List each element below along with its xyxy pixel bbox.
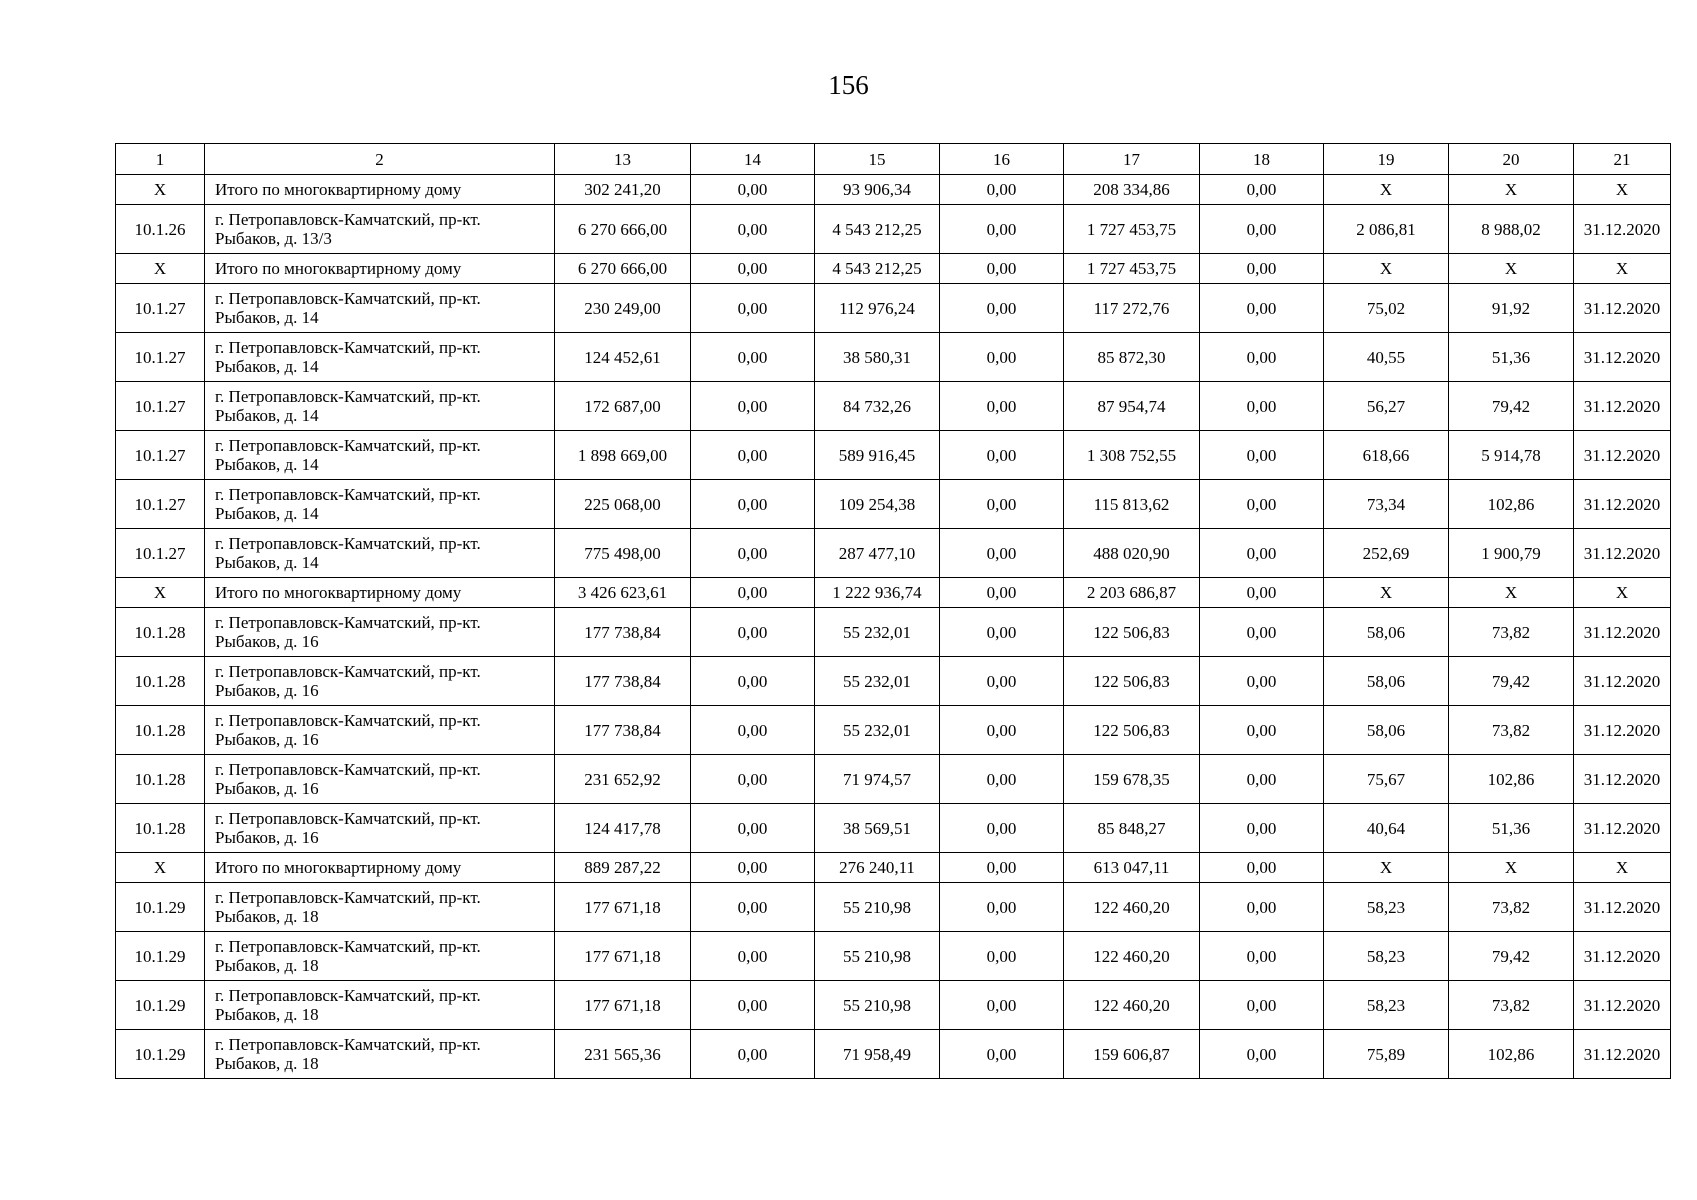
cell-col-14: 0,00	[691, 431, 815, 480]
table-row	[116, 657, 1671, 706]
cell-col-19: 73,34	[1324, 480, 1449, 529]
cell-col-17: 1 308 752,55	[1064, 431, 1200, 480]
cell-col-20: 73,82	[1449, 883, 1574, 932]
cell-col-20: 79,42	[1449, 657, 1574, 706]
table-row	[116, 804, 1671, 853]
cell-col-21: 31.12.2020	[1574, 205, 1671, 254]
cell-col-17: 122 506,83	[1064, 657, 1200, 706]
cell-col-17: 1 727 453,75	[1064, 254, 1200, 284]
cell-col-21: 31.12.2020	[1574, 333, 1671, 382]
cell-col-21: 31.12.2020	[1574, 804, 1671, 853]
cell-address: г. Петропавловск-Камчатский, пр-кт. Рыбаков, д. 14	[205, 333, 555, 382]
cell-address: Итого по многоквартирному дому	[205, 175, 555, 205]
cell-col-13: 177 671,18	[555, 883, 691, 932]
cell-col-18: 0,00	[1200, 578, 1324, 608]
cell-col-18: 0,00	[1200, 175, 1324, 205]
cell-row-number: 10.1.27	[116, 529, 205, 578]
table-row	[116, 480, 1671, 529]
cell-col-20: 51,36	[1449, 804, 1574, 853]
table-header	[116, 144, 1671, 175]
cell-address: г. Петропавловск-Камчатский, пр-кт. Рыбаков, д. 18	[205, 1030, 555, 1079]
cell-col-14: 0,00	[691, 853, 815, 883]
cell-col-13: 124 452,61	[555, 333, 691, 382]
cell-col-14: 0,00	[691, 755, 815, 804]
cell-col-14: 0,00	[691, 608, 815, 657]
cell-col-21: 31.12.2020	[1574, 480, 1671, 529]
column-header-16: 16	[940, 144, 1064, 175]
cell-col-15: 55 232,01	[815, 706, 940, 755]
cell-address: г. Петропавловск-Камчатский, пр-кт. Рыбаков, д. 18	[205, 883, 555, 932]
cell-col-20: 102,86	[1449, 480, 1574, 529]
cell-col-13: 231 565,36	[555, 1030, 691, 1079]
cell-col-15: 1 222 936,74	[815, 578, 940, 608]
cell-address: г. Петропавловск-Камчатский, пр-кт. Рыбаков, д. 14	[205, 431, 555, 480]
cell-row-number: 10.1.29	[116, 883, 205, 932]
cell-row-number: 10.1.27	[116, 480, 205, 529]
cell-row-number: X	[116, 578, 205, 608]
cell-col-19: X	[1324, 853, 1449, 883]
cell-col-19: 2 086,81	[1324, 205, 1449, 254]
cell-address: Итого по многоквартирному дому	[205, 578, 555, 608]
table-row	[116, 529, 1671, 578]
cell-col-17: 85 872,30	[1064, 333, 1200, 382]
cell-row-number: 10.1.29	[116, 1030, 205, 1079]
cell-col-20: X	[1449, 578, 1574, 608]
cell-col-19: 75,67	[1324, 755, 1449, 804]
cell-col-13: 177 671,18	[555, 932, 691, 981]
cell-col-15: 55 210,98	[815, 883, 940, 932]
cell-address: г. Петропавловск-Камчатский, пр-кт. Рыбаков, д. 14	[205, 284, 555, 333]
cell-col-18: 0,00	[1200, 1030, 1324, 1079]
cell-col-16: 0,00	[940, 578, 1064, 608]
cell-col-18: 0,00	[1200, 529, 1324, 578]
table-row	[116, 431, 1671, 480]
cell-col-14: 0,00	[691, 382, 815, 431]
cell-col-20: 73,82	[1449, 981, 1574, 1030]
cell-col-13: 6 270 666,00	[555, 254, 691, 284]
cell-col-20: 1 900,79	[1449, 529, 1574, 578]
total-row	[116, 853, 1671, 883]
cell-row-number: 10.1.27	[116, 333, 205, 382]
cell-col-19: X	[1324, 254, 1449, 284]
cell-col-15: 38 580,31	[815, 333, 940, 382]
cell-address: Итого по многоквартирному дому	[205, 853, 555, 883]
cell-col-20: 102,86	[1449, 1030, 1574, 1079]
cell-col-15: 109 254,38	[815, 480, 940, 529]
cell-col-19: 40,64	[1324, 804, 1449, 853]
cell-col-19: 618,66	[1324, 431, 1449, 480]
header-row	[116, 144, 1671, 175]
cell-col-15: 55 232,01	[815, 608, 940, 657]
table-row	[116, 1030, 1671, 1079]
cell-row-number: 10.1.28	[116, 608, 205, 657]
cell-col-21: X	[1574, 254, 1671, 284]
cell-col-18: 0,00	[1200, 333, 1324, 382]
cell-col-16: 0,00	[940, 981, 1064, 1030]
cell-col-20: 79,42	[1449, 382, 1574, 431]
cell-col-16: 0,00	[940, 254, 1064, 284]
cell-col-21: 31.12.2020	[1574, 755, 1671, 804]
cell-col-18: 0,00	[1200, 755, 1324, 804]
cell-col-21: 31.12.2020	[1574, 529, 1671, 578]
cell-col-16: 0,00	[940, 657, 1064, 706]
total-row	[116, 254, 1671, 284]
cell-col-19: X	[1324, 175, 1449, 205]
cell-col-14: 0,00	[691, 932, 815, 981]
cell-col-18: 0,00	[1200, 932, 1324, 981]
cell-col-17: 85 848,27	[1064, 804, 1200, 853]
cell-row-number: 10.1.27	[116, 431, 205, 480]
cell-col-18: 0,00	[1200, 883, 1324, 932]
table-row	[116, 932, 1671, 981]
cell-col-13: 6 270 666,00	[555, 205, 691, 254]
cell-address: г. Петропавловск-Камчатский, пр-кт. Рыбаков, д. 18	[205, 932, 555, 981]
column-header-14: 14	[691, 144, 815, 175]
cell-col-20: X	[1449, 254, 1574, 284]
cell-col-13: 172 687,00	[555, 382, 691, 431]
table-row	[116, 205, 1671, 254]
cell-col-18: 0,00	[1200, 981, 1324, 1030]
cell-col-16: 0,00	[940, 932, 1064, 981]
cell-col-16: 0,00	[940, 480, 1064, 529]
cell-col-18: 0,00	[1200, 431, 1324, 480]
cell-col-21: X	[1574, 853, 1671, 883]
cell-col-20: 79,42	[1449, 932, 1574, 981]
cell-col-14: 0,00	[691, 529, 815, 578]
cell-row-number: X	[116, 853, 205, 883]
cell-address: г. Петропавловск-Камчатский, пр-кт. Рыбаков, д. 18	[205, 981, 555, 1030]
cell-col-13: 1 898 669,00	[555, 431, 691, 480]
cell-col-15: 276 240,11	[815, 853, 940, 883]
cell-col-15: 55 210,98	[815, 932, 940, 981]
cell-col-20: X	[1449, 175, 1574, 205]
cell-col-19: 56,27	[1324, 382, 1449, 431]
cell-col-21: 31.12.2020	[1574, 932, 1671, 981]
cell-address: г. Петропавловск-Камчатский, пр-кт. Рыбаков, д. 16	[205, 706, 555, 755]
cell-row-number: 10.1.28	[116, 804, 205, 853]
column-header-17: 17	[1064, 144, 1200, 175]
cell-address: г. Петропавловск-Камчатский, пр-кт. Рыбаков, д. 14	[205, 382, 555, 431]
cell-col-16: 0,00	[940, 706, 1064, 755]
cell-col-19: 58,06	[1324, 706, 1449, 755]
table-row	[116, 608, 1671, 657]
table-row	[116, 284, 1671, 333]
cell-col-18: 0,00	[1200, 657, 1324, 706]
cell-col-13: 3 426 623,61	[555, 578, 691, 608]
cell-col-17: 1 727 453,75	[1064, 205, 1200, 254]
cell-col-14: 0,00	[691, 333, 815, 382]
cell-col-21: 31.12.2020	[1574, 706, 1671, 755]
cell-col-21: X	[1574, 175, 1671, 205]
cell-col-13: 889 287,22	[555, 853, 691, 883]
cell-col-18: 0,00	[1200, 608, 1324, 657]
table-row	[116, 883, 1671, 932]
table-row	[116, 755, 1671, 804]
cell-col-17: 488 020,90	[1064, 529, 1200, 578]
cell-col-21: 31.12.2020	[1574, 431, 1671, 480]
cell-address: Итого по многоквартирному дому	[205, 254, 555, 284]
cell-address: г. Петропавловск-Камчатский, пр-кт. Рыбаков, д. 16	[205, 755, 555, 804]
cell-address: г. Петропавловск-Камчатский, пр-кт. Рыбаков, д. 16	[205, 608, 555, 657]
cell-col-16: 0,00	[940, 608, 1064, 657]
cell-col-20: 73,82	[1449, 706, 1574, 755]
cell-col-16: 0,00	[940, 175, 1064, 205]
cell-col-13: 124 417,78	[555, 804, 691, 853]
cell-col-15: 55 210,98	[815, 981, 940, 1030]
cell-col-18: 0,00	[1200, 804, 1324, 853]
cell-col-19: X	[1324, 578, 1449, 608]
cell-col-17: 87 954,74	[1064, 382, 1200, 431]
cell-col-19: 58,06	[1324, 657, 1449, 706]
cell-address: г. Петропавловск-Камчатский, пр-кт. Рыбаков, д. 14	[205, 529, 555, 578]
cell-col-14: 0,00	[691, 1030, 815, 1079]
cell-col-14: 0,00	[691, 284, 815, 333]
cell-col-21: X	[1574, 578, 1671, 608]
cell-col-15: 55 232,01	[815, 657, 940, 706]
cell-col-21: 31.12.2020	[1574, 883, 1671, 932]
cell-col-16: 0,00	[940, 804, 1064, 853]
cell-col-19: 75,02	[1324, 284, 1449, 333]
cell-col-17: 122 460,20	[1064, 932, 1200, 981]
cell-row-number: 10.1.27	[116, 284, 205, 333]
cell-col-15: 84 732,26	[815, 382, 940, 431]
cell-col-20: 51,36	[1449, 333, 1574, 382]
cell-col-14: 0,00	[691, 480, 815, 529]
column-header-15: 15	[815, 144, 940, 175]
cell-col-16: 0,00	[940, 333, 1064, 382]
cell-col-21: 31.12.2020	[1574, 657, 1671, 706]
cell-col-14: 0,00	[691, 254, 815, 284]
cell-col-13: 230 249,00	[555, 284, 691, 333]
cell-col-20: 91,92	[1449, 284, 1574, 333]
cell-col-17: 115 813,62	[1064, 480, 1200, 529]
cell-row-number: X	[116, 254, 205, 284]
cell-row-number: 10.1.26	[116, 205, 205, 254]
cell-col-21: 31.12.2020	[1574, 608, 1671, 657]
cell-row-number: 10.1.28	[116, 755, 205, 804]
table-body	[116, 175, 1671, 1079]
table-row	[116, 333, 1671, 382]
cell-col-18: 0,00	[1200, 706, 1324, 755]
cell-col-16: 0,00	[940, 284, 1064, 333]
cell-col-13: 302 241,20	[555, 175, 691, 205]
cell-col-19: 252,69	[1324, 529, 1449, 578]
cell-col-17: 122 506,83	[1064, 608, 1200, 657]
cell-row-number: X	[116, 175, 205, 205]
cell-col-21: 31.12.2020	[1574, 1030, 1671, 1079]
column-header-20: 20	[1449, 144, 1574, 175]
cell-address: г. Петропавловск-Камчатский, пр-кт. Рыбаков, д. 13/3	[205, 205, 555, 254]
cell-col-15: 71 958,49	[815, 1030, 940, 1079]
page-number: 156	[828, 70, 869, 100]
cell-row-number: 10.1.29	[116, 932, 205, 981]
cell-address: г. Петропавловск-Камчатский, пр-кт. Рыбаков, д. 14	[205, 480, 555, 529]
cell-col-16: 0,00	[940, 755, 1064, 804]
cell-col-17: 613 047,11	[1064, 853, 1200, 883]
cell-col-13: 225 068,00	[555, 480, 691, 529]
cell-col-19: 58,06	[1324, 608, 1449, 657]
cell-col-16: 0,00	[940, 1030, 1064, 1079]
cell-row-number: 10.1.28	[116, 657, 205, 706]
cell-col-20: X	[1449, 853, 1574, 883]
cell-col-14: 0,00	[691, 804, 815, 853]
cell-col-15: 112 976,24	[815, 284, 940, 333]
column-header-18: 18	[1200, 144, 1324, 175]
table-row	[116, 706, 1671, 755]
cell-col-15: 4 543 212,25	[815, 254, 940, 284]
cell-col-17: 117 272,76	[1064, 284, 1200, 333]
cell-address: г. Петропавловск-Камчатский, пр-кт. Рыбаков, д. 16	[205, 804, 555, 853]
cell-col-13: 177 738,84	[555, 608, 691, 657]
cell-address: г. Петропавловск-Камчатский, пр-кт. Рыбаков, д. 16	[205, 657, 555, 706]
data-table	[115, 143, 1671, 1079]
total-row	[116, 175, 1671, 205]
cell-col-17: 159 606,87	[1064, 1030, 1200, 1079]
cell-col-17: 122 506,83	[1064, 706, 1200, 755]
table-row	[116, 981, 1671, 1030]
cell-col-21: 31.12.2020	[1574, 382, 1671, 431]
cell-col-16: 0,00	[940, 883, 1064, 932]
cell-col-21: 31.12.2020	[1574, 284, 1671, 333]
cell-col-18: 0,00	[1200, 284, 1324, 333]
column-header-1: 1	[116, 144, 205, 175]
cell-col-21: 31.12.2020	[1574, 981, 1671, 1030]
cell-col-18: 0,00	[1200, 853, 1324, 883]
cell-col-15: 589 916,45	[815, 431, 940, 480]
cell-col-14: 0,00	[691, 175, 815, 205]
column-header-13: 13	[555, 144, 691, 175]
total-row	[116, 578, 1671, 608]
cell-col-18: 0,00	[1200, 254, 1324, 284]
cell-col-14: 0,00	[691, 657, 815, 706]
cell-col-19: 58,23	[1324, 932, 1449, 981]
cell-col-16: 0,00	[940, 853, 1064, 883]
cell-col-13: 231 652,92	[555, 755, 691, 804]
column-header-19: 19	[1324, 144, 1449, 175]
cell-row-number: 10.1.27	[116, 382, 205, 431]
cell-col-18: 0,00	[1200, 480, 1324, 529]
cell-col-17: 208 334,86	[1064, 175, 1200, 205]
cell-col-20: 102,86	[1449, 755, 1574, 804]
cell-col-15: 287 477,10	[815, 529, 940, 578]
cell-col-13: 177 738,84	[555, 657, 691, 706]
cell-col-17: 122 460,20	[1064, 883, 1200, 932]
cell-col-20: 5 914,78	[1449, 431, 1574, 480]
table-row	[116, 382, 1671, 431]
cell-col-16: 0,00	[940, 431, 1064, 480]
cell-col-20: 73,82	[1449, 608, 1574, 657]
cell-col-13: 177 671,18	[555, 981, 691, 1030]
cell-row-number: 10.1.28	[116, 706, 205, 755]
column-header-2: 2	[205, 144, 555, 175]
cell-col-20: 8 988,02	[1449, 205, 1574, 254]
cell-col-14: 0,00	[691, 578, 815, 608]
cell-col-16: 0,00	[940, 205, 1064, 254]
cell-row-number: 10.1.29	[116, 981, 205, 1030]
cell-col-18: 0,00	[1200, 382, 1324, 431]
cell-col-17: 2 203 686,87	[1064, 578, 1200, 608]
cell-col-15: 93 906,34	[815, 175, 940, 205]
cell-col-16: 0,00	[940, 529, 1064, 578]
cell-col-14: 0,00	[691, 981, 815, 1030]
cell-col-16: 0,00	[940, 382, 1064, 431]
cell-col-14: 0,00	[691, 205, 815, 254]
cell-col-14: 0,00	[691, 706, 815, 755]
cell-col-18: 0,00	[1200, 205, 1324, 254]
column-header-21: 21	[1574, 144, 1671, 175]
cell-col-15: 71 974,57	[815, 755, 940, 804]
cell-col-19: 58,23	[1324, 883, 1449, 932]
cell-col-17: 159 678,35	[1064, 755, 1200, 804]
cell-col-19: 75,89	[1324, 1030, 1449, 1079]
cell-col-14: 0,00	[691, 883, 815, 932]
cell-col-19: 40,55	[1324, 333, 1449, 382]
cell-col-13: 775 498,00	[555, 529, 691, 578]
cell-col-15: 38 569,51	[815, 804, 940, 853]
cell-col-15: 4 543 212,25	[815, 205, 940, 254]
cell-col-17: 122 460,20	[1064, 981, 1200, 1030]
cell-col-19: 58,23	[1324, 981, 1449, 1030]
cell-col-13: 177 738,84	[555, 706, 691, 755]
